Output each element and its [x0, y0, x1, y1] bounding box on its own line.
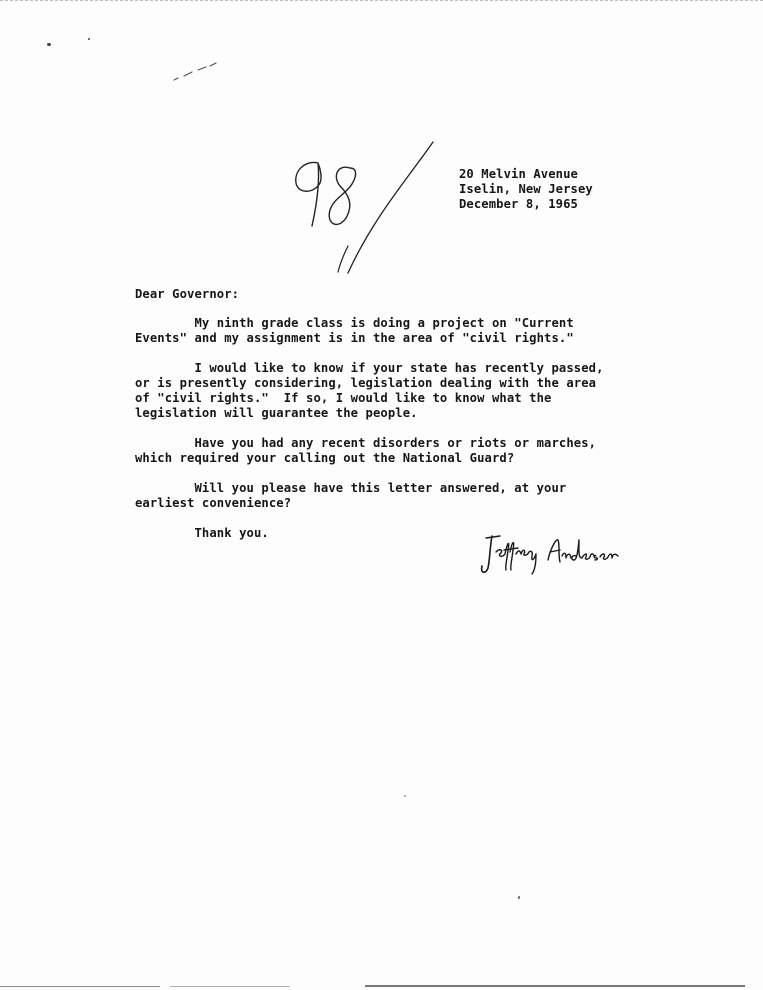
- paragraph-3-line-1: Have you had any recent disorders or riots or marches,: [135, 436, 597, 450]
- paragraph-2-line-2: or is presently considering, legislation dealing with the area: [135, 376, 597, 390]
- top-scan-edge: [0, 0, 763, 4]
- scan-speck: [518, 896, 520, 899]
- bottom-scan-edge: [0, 986, 160, 987]
- paragraph-4-line-1: Will you please have this letter answered, at your: [135, 481, 567, 495]
- paragraph-2-line-3: of "civil rights." If so, I would like to know what the: [135, 391, 552, 405]
- scan-speck: [47, 43, 51, 46]
- paragraph-1-line-1: My ninth grade class is doing a project on "Current: [135, 316, 574, 330]
- bottom-scan-edge: [365, 985, 745, 987]
- paragraph-4-line-2: earliest convenience?: [135, 496, 292, 510]
- bottom-scan-edge: [170, 986, 290, 987]
- scan-speck: [404, 795, 406, 797]
- handwritten-98-mark: [288, 138, 438, 278]
- return-address-street: 20 Melvin Avenue: [459, 167, 578, 181]
- paragraph-3-line-2: which required your calling out the National Guard?: [135, 451, 515, 465]
- signature-handwritten: [478, 530, 628, 580]
- salutation: Dear Governor:: [135, 287, 240, 301]
- letter-date: December 8, 1965: [459, 197, 578, 211]
- paragraph-2-line-4: legislation will guarantee the people.: [135, 406, 418, 420]
- pencil-scribble: [170, 60, 220, 85]
- paragraph-2-line-1: I would like to know if your state has recently passed,: [135, 361, 604, 375]
- return-address-city: Iselin, New Jersey: [459, 182, 593, 196]
- paragraph-1-line-2: Events" and my assignment is in the area of "civil rights.": [135, 331, 574, 345]
- scan-speck: [88, 38, 90, 40]
- closing: Thank you.: [135, 526, 269, 540]
